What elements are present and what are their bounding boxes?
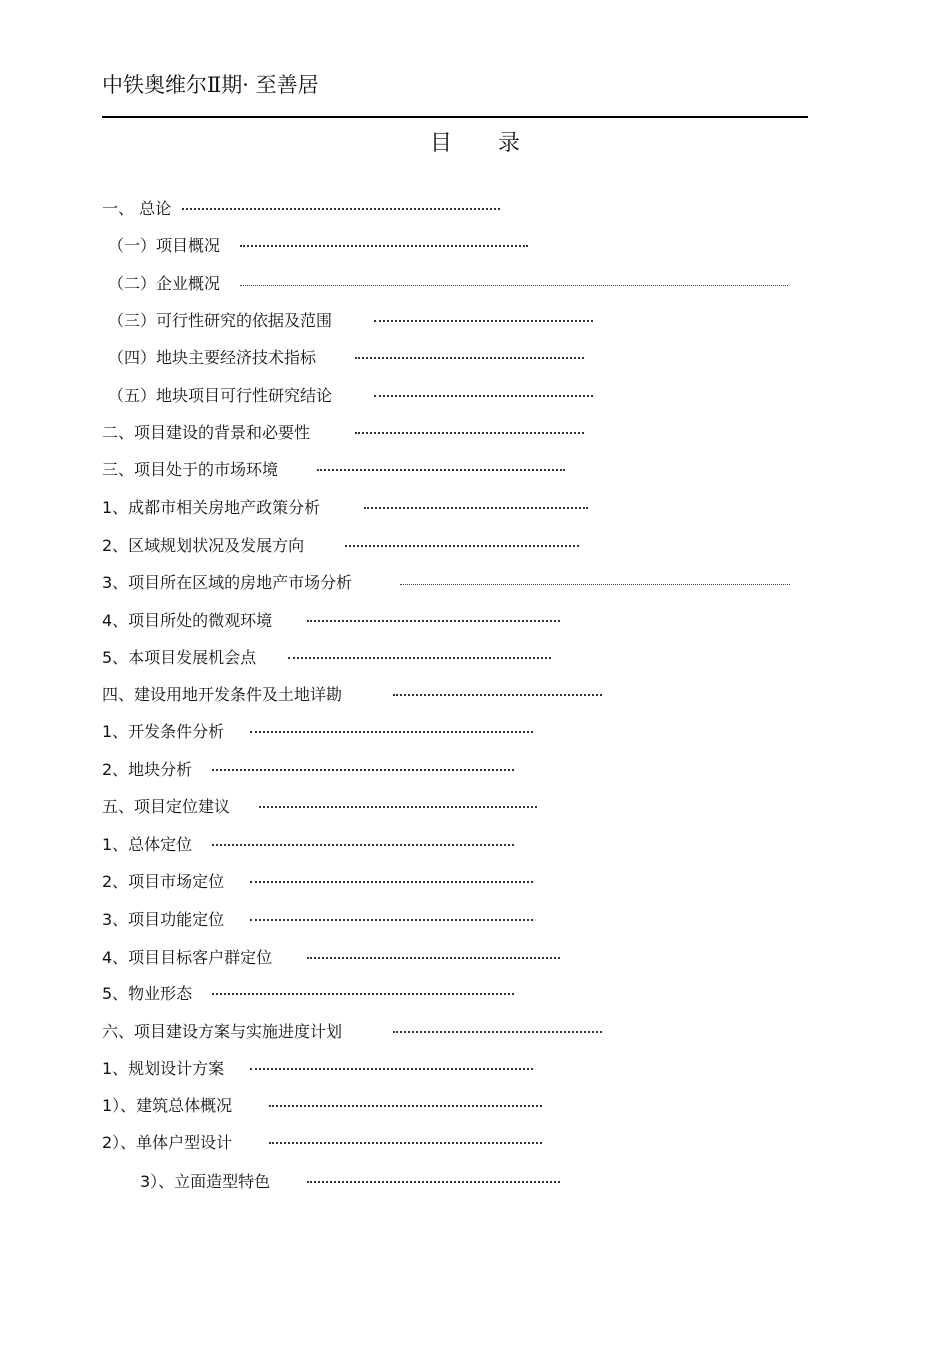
toc-entry[interactable]: [0, 345, 950, 371]
document-header-title: 中铁奥维尔Ⅱ期· 至善居: [102, 73, 319, 97]
toc-entry[interactable]: [0, 383, 950, 409]
toc-entry-label: 二、项目建设的背景和必要性: [102, 423, 311, 442]
toc-entry[interactable]: [0, 1093, 950, 1119]
toc-leader-dots: [374, 395, 593, 397]
toc-leader-dots: [364, 507, 588, 509]
toc-leader-dots: [212, 993, 514, 995]
toc-entry[interactable]: [0, 719, 950, 745]
toc-leader-dots: [307, 620, 560, 622]
toc-entry-label: 1、规划设计方案: [102, 1059, 225, 1078]
toc-entry[interactable]: [0, 945, 950, 971]
toc-leader-dots: [259, 806, 537, 808]
toc-entry[interactable]: [0, 457, 950, 483]
toc-leader-dots: [345, 545, 579, 547]
toc-leader-dots: [393, 694, 602, 696]
toc-entry-label: 五、项目定位建议: [102, 797, 231, 816]
toc-entry-label: 1）、建筑总体概况: [102, 1096, 233, 1115]
toc-entry-label: （三）可行性研究的依据及范围: [108, 311, 333, 330]
toc-entry[interactable]: [0, 233, 950, 259]
toc-leader-dots: [212, 844, 514, 846]
toc-leader-dots: [307, 957, 560, 959]
toc-title: 目录: [429, 131, 566, 156]
toc-leader-dots: [240, 285, 788, 286]
toc-entry[interactable]: [0, 794, 950, 820]
toc-entry[interactable]: [0, 196, 950, 222]
toc-entry[interactable]: [0, 645, 950, 671]
toc-leader-dots: [250, 731, 533, 733]
toc-entry-label: 4、项目所处的微观环境: [102, 611, 273, 630]
toc-leader-dots: [400, 584, 790, 585]
toc-leader-dots: [250, 1068, 533, 1070]
toc-leader-dots: [288, 657, 551, 659]
toc-entry-label: 1、成都市相关房地产政策分析: [102, 498, 321, 517]
toc-entry-label: 1、总体定位: [102, 835, 193, 854]
toc-leader-dots: [307, 1181, 560, 1183]
toc-entry-label: 2、地块分析: [102, 760, 193, 779]
toc-entry-label: 一、 总论: [102, 199, 172, 218]
toc-entry[interactable]: [0, 757, 950, 783]
toc-entry-label: 5、物业形态: [102, 984, 193, 1003]
toc-entry-label: 三、项目处于的市场环境: [102, 460, 279, 479]
toc-leader-dots: [250, 881, 533, 883]
toc-entry[interactable]: [0, 1169, 950, 1195]
toc-entry-label: 2）、单体户型设计: [102, 1133, 233, 1152]
toc-entry-label: （四）地块主要经济技术指标: [108, 348, 317, 367]
toc-entry[interactable]: [0, 869, 950, 895]
toc-leader-dots: [355, 432, 584, 434]
toc-entry[interactable]: [0, 533, 950, 559]
toc-entry[interactable]: [0, 682, 950, 708]
toc-leader-dots: [374, 320, 593, 322]
toc-entry[interactable]: [0, 271, 950, 297]
toc-entry[interactable]: [0, 1056, 950, 1082]
toc-entry[interactable]: [0, 608, 950, 634]
toc-entry[interactable]: [0, 495, 950, 521]
toc-entry[interactable]: [0, 907, 950, 933]
toc-leader-dots: [212, 769, 514, 771]
toc-entry-label: （二）企业概况: [108, 274, 221, 293]
toc-entry-label: 2、项目市场定位: [102, 872, 225, 891]
toc-leader-dots: [393, 1031, 602, 1033]
toc-entry[interactable]: [0, 832, 950, 858]
toc-entry[interactable]: [0, 420, 950, 446]
toc-entry-label: 3、项目所在区域的房地产市场分析: [102, 573, 353, 592]
toc-entry-label: 4、项目目标客户群定位: [102, 948, 273, 967]
toc-entry-label: 2、区域规划状况及发展方向: [102, 536, 305, 555]
toc-entry[interactable]: [0, 1130, 950, 1156]
toc-entry[interactable]: [0, 308, 950, 334]
toc-entry-label: 1、开发条件分析: [102, 722, 225, 741]
toc-entry[interactable]: [0, 570, 950, 596]
toc-leader-dots: [240, 245, 528, 247]
toc-leader-dots: [317, 469, 565, 471]
toc-leader-dots: [182, 208, 500, 210]
toc-entry[interactable]: [0, 981, 950, 1007]
toc-entry[interactable]: [0, 1019, 950, 1045]
toc-entry-label: 3、项目功能定位: [102, 910, 225, 929]
table-of-contents: [0, 200, 950, 1210]
toc-entry-label: 3）、立面造型特色: [140, 1172, 271, 1191]
toc-leader-dots: [250, 919, 533, 921]
toc-leader-dots: [269, 1142, 542, 1144]
toc-entry-label: （五）地块项目可行性研究结论: [108, 386, 333, 405]
header-divider: [102, 116, 808, 118]
toc-entry-label: 5、本项目发展机会点: [102, 648, 257, 667]
toc-leader-dots: [355, 357, 584, 359]
toc-entry-label: 四、建设用地开发条件及土地详勘: [102, 685, 343, 704]
toc-leader-dots: [269, 1105, 542, 1107]
toc-entry-label: 六、项目建设方案与实施进度计划: [102, 1022, 343, 1041]
toc-entry-label: （一）项目概况: [108, 236, 221, 255]
